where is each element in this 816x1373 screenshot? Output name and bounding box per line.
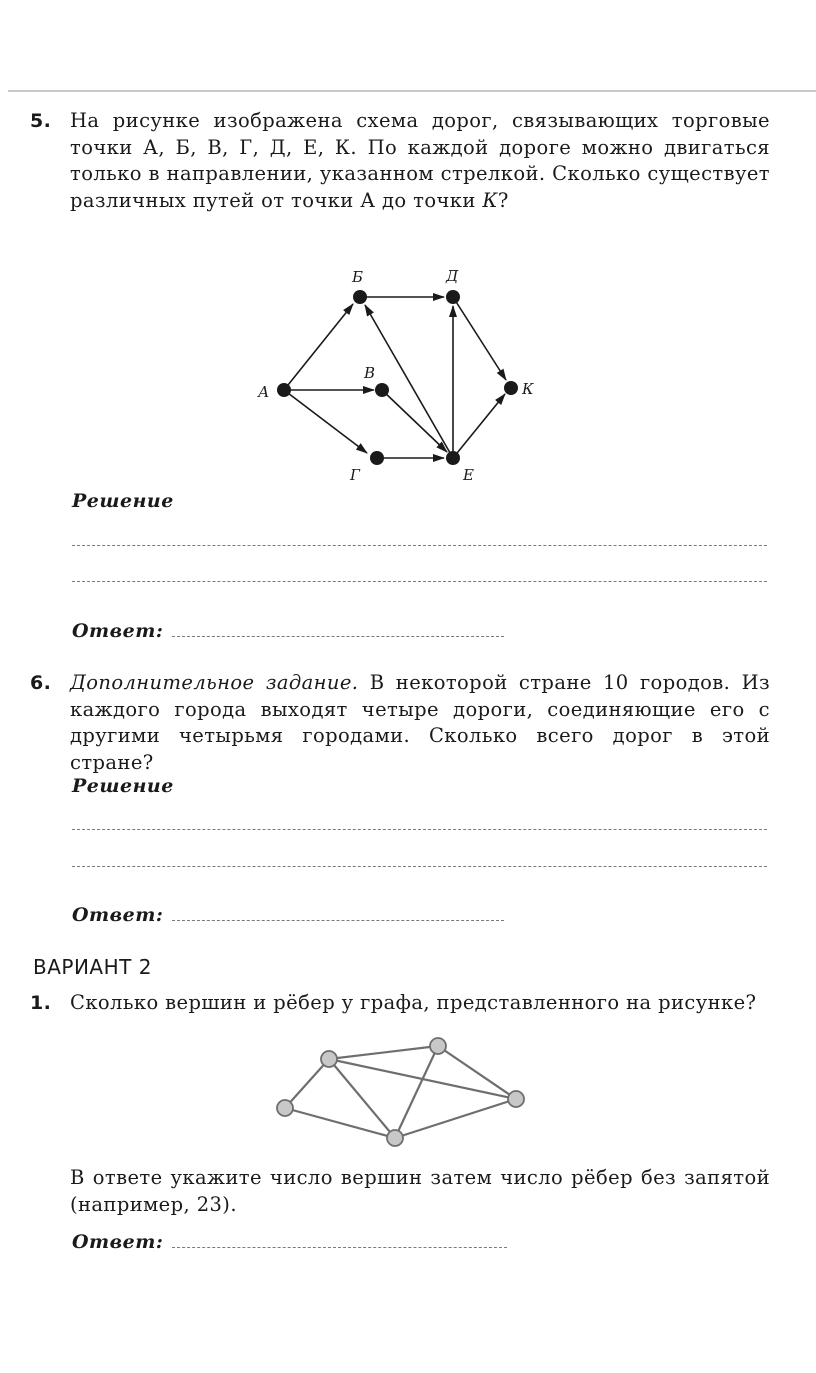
variant-2-task-1-number: 1. — [30, 992, 52, 1014]
edge-2-4 — [395, 1046, 438, 1138]
node-v — [375, 383, 389, 397]
node-g — [370, 451, 384, 465]
variant-2-task-1-answer-line[interactable] — [172, 1247, 507, 1248]
task-6 — [30, 670, 770, 776]
task-5 — [30, 108, 770, 214]
task-5-solution-line-2[interactable] — [72, 581, 767, 582]
edge-a-b — [284, 304, 353, 390]
task-6-number: 6. — [30, 672, 52, 694]
task-5-solution-line-1[interactable] — [72, 545, 767, 546]
label-d: Д — [446, 267, 459, 285]
task-6-title: Дополнительное задание. — [70, 671, 359, 694]
label-k: К — [522, 380, 534, 398]
variant-2-task-1 — [30, 990, 770, 1017]
label-v: В — [364, 364, 376, 382]
task-6-solution-label: Решение — [72, 775, 174, 797]
label-e: Е — [463, 466, 474, 484]
variant-2-task-1-answer-label: Ответ: — [72, 1231, 164, 1253]
task-6-solution-line-1[interactable] — [72, 829, 767, 830]
edge-a-g — [284, 390, 367, 453]
label-b: Б — [352, 268, 364, 286]
node-d — [446, 290, 460, 304]
variant-2-graph — [270, 1036, 532, 1148]
edge-3-4 — [285, 1108, 395, 1138]
edge-e-b — [365, 305, 453, 458]
vertex-4 — [387, 1130, 403, 1146]
page-top-rule — [8, 90, 816, 92]
task-6-question: В некоторой стране 10 городов. Из каждого города выходят четыре дороги, соединяющие его с другими четырьмя городами. Сколько всего дорог в этой стране? — [70, 671, 771, 774]
task-6-answer-label: Ответ: — [72, 904, 164, 926]
node-a — [277, 383, 291, 397]
label-g: Г — [350, 466, 360, 484]
edge-1-3 — [285, 1059, 329, 1108]
edge-d-k — [453, 297, 506, 380]
task-5-point-k: К — [482, 188, 498, 212]
variant-2-heading: ВАРИАНТ 2 — [33, 955, 152, 979]
node-k — [504, 381, 518, 395]
task-6-solution-line-2[interactable] — [72, 866, 767, 867]
task-6-answer-line[interactable] — [172, 920, 504, 921]
task-5-question: На рисунке изображена схема дорог, связывающих торговые точки А, Б, В, Г, Д, Е, К. По каждой дороге можно двигаться только в направлении, указанном стрелкой. Сколько существует различных путей от точки А до точки — [70, 109, 770, 212]
vertex-3 — [277, 1100, 293, 1116]
task-5-answer-line[interactable] — [172, 636, 504, 637]
vertex-5 — [508, 1091, 524, 1107]
node-b — [353, 290, 367, 304]
variant-2-task-1-instruction-block — [30, 1165, 770, 1218]
edge-e-k — [453, 394, 505, 458]
task-5-text — [70, 108, 770, 214]
variant-2-task-1-instruction: В ответе укажите число вершин затем число рёбер без запятой (например, 23). — [70, 1166, 770, 1216]
task-5-solution-label: Решение — [72, 490, 174, 512]
vertex-1 — [321, 1051, 337, 1067]
task-5-number: 5. — [30, 110, 52, 132]
task-5-question-mark: ? — [497, 188, 509, 212]
edge-4-5 — [395, 1099, 516, 1138]
variant-2-task-1-question: Сколько вершин и рёбер у графа, представленного на рисунке? — [70, 991, 757, 1014]
label-a: А — [258, 383, 270, 401]
node-e — [446, 451, 460, 465]
task-6-text — [70, 670, 770, 776]
vertex-2 — [430, 1038, 446, 1054]
task-5-road-graph — [240, 262, 540, 492]
task-5-answer-label: Ответ: — [72, 620, 164, 642]
edge-v-e — [382, 390, 447, 452]
edge-1-2 — [329, 1046, 438, 1059]
